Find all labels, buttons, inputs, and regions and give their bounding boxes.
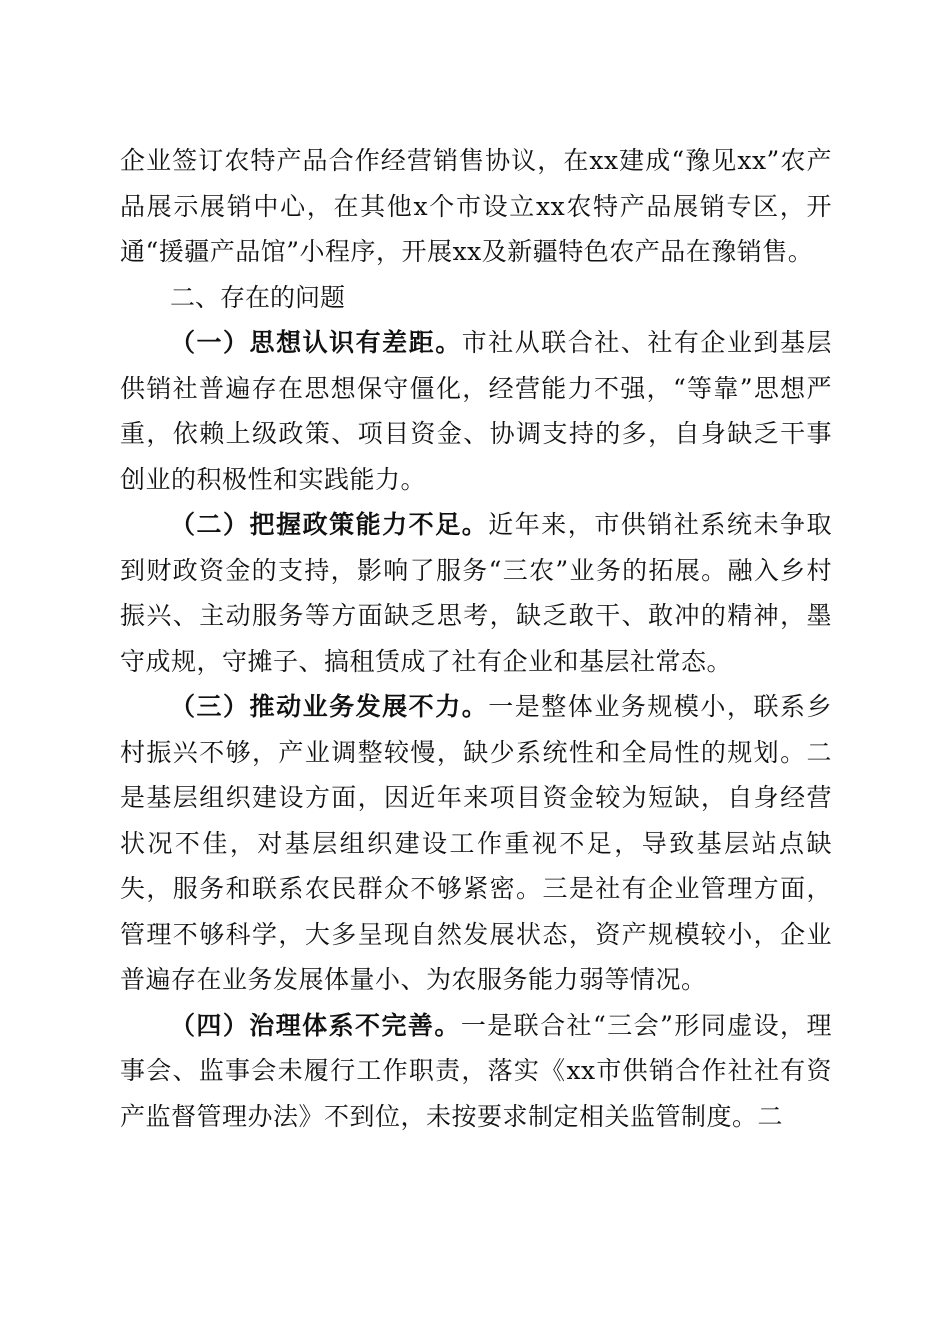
section-paragraph-1 bbox=[120, 320, 832, 502]
section-heading-problems: 二、存在的问题 bbox=[170, 282, 346, 312]
document-page bbox=[120, 138, 832, 1139]
section-lead-1: （一）思想认识有差距。 bbox=[170, 328, 462, 357]
section-body-1: 市社从联合社、社有企业到基层供销社普遍存在思想保守僵化，经营能力不强，“等靠”思想严重，依赖上级政策、项目资金、协调支持的多，自身缺乏干事创业的积极性和实践能力。 bbox=[120, 328, 832, 494]
section-lead-4: （四）治理体系不完善。 bbox=[170, 1010, 461, 1040]
section-lead-3: （三）推动业务发展不力。 bbox=[170, 692, 489, 721]
intro-paragraph: 企业签订农特产品合作经营销售协议，在xx建成“豫见xx”农产品展示展销中心，在其他x个市设立xx农特产品展销专区，开通“援疆产品馆”小程序，开展xx及新疆特色农产品在豫销售。 bbox=[120, 146, 832, 266]
section-paragraph-4 bbox=[120, 1003, 832, 1140]
section-paragraph-2 bbox=[120, 502, 832, 684]
section-body-4: 一是联合社“三会”形同虚设，理事会、监事会未履行工作职责，落实《xx市供销合作社社有资产监督管理办法》不到位，未按要求制定相关监管制度。二 bbox=[120, 1010, 832, 1131]
section-body-3: 一是整体业务规模小，联系乡村振兴不够，产业调整较慢，缺少系统性和全局性的规划。二是基层组织建设方面，因近年来项目资金较为短缺，自身经营状况不佳，对基层组织建设工作重视不足，导致基层站点缺失，服务和联系农民群众不够紧密。三是社有企业管理方面，管理不够科学，大多呈现自然发展状态，资产规模较小，企业普遍存在业务发展体量小、为农服务能力弱等情况。 bbox=[120, 692, 832, 994]
section-lead-2: （二）把握政策能力不足。 bbox=[170, 510, 489, 539]
section-body-2: 近年来，市供销社系统未争取到财政资金的支持，影响了服务“三农”业务的拓展。融入乡村振兴、主动服务等方面缺乏思考，缺乏敢干、敢冲的精神，墨守成规，守摊子、搞租赁成了社有企业和基层社常态。 bbox=[120, 510, 832, 676]
section-paragraph-3 bbox=[120, 684, 832, 1003]
